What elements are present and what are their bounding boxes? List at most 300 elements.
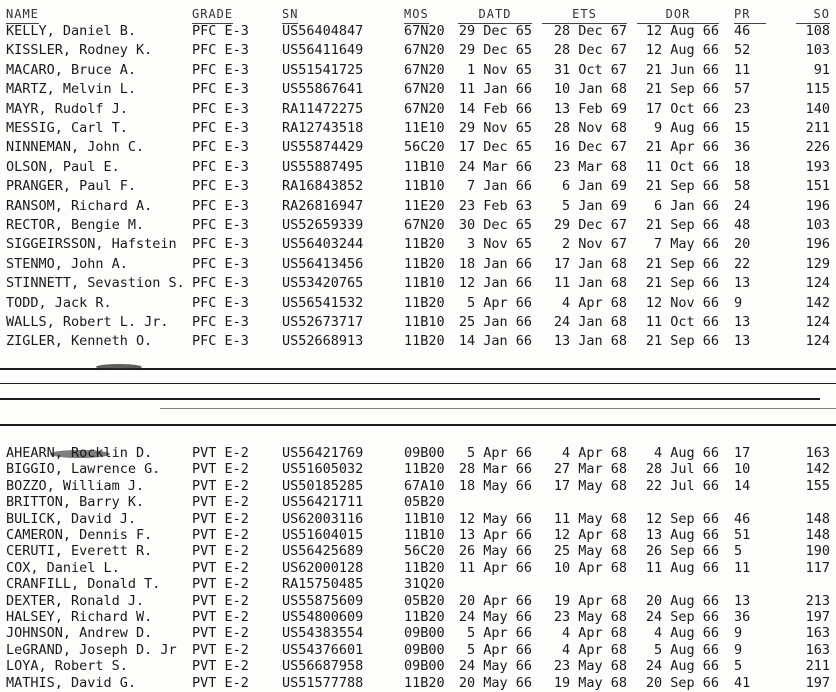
cell-dor: 21 Jun 66 <box>645 61 719 78</box>
table-row <box>0 641 836 659</box>
cell-dor: 11 Oct 66 <box>645 314 719 330</box>
table-row <box>0 80 836 98</box>
cell-name: HALSEY, Richard W. <box>6 609 153 625</box>
cell-grade: PVT E-2 <box>192 461 249 478</box>
cell-so: 129 <box>805 255 830 272</box>
cell-sn: US55874429 <box>282 139 364 156</box>
cell-dd: 5 Apr 66 <box>466 294 532 311</box>
cell-dd: 14 Jan 66 <box>458 333 532 350</box>
cell-name: DEXTER, Ronald J. <box>6 592 145 609</box>
cell-dor: 24 Aug 66 <box>645 658 719 675</box>
cell-so: 115 <box>805 81 830 98</box>
cell-mos: 05B20 <box>404 494 445 511</box>
cell-grade: PFC E-3 <box>192 294 249 311</box>
cell-ets: 17 May 68 <box>553 477 627 494</box>
cell-so: 148 <box>805 527 830 543</box>
table-row <box>0 119 836 137</box>
cell-pr: 9 <box>734 625 743 642</box>
cell-pr: 11 <box>734 559 751 576</box>
cell-pr: 11 <box>734 61 751 78</box>
cell-dd: 5 Apr 66 <box>466 641 532 658</box>
cell-dd: 24 May 66 <box>458 609 532 625</box>
table-row <box>0 22 836 40</box>
cell-mos: 67N20 <box>404 100 445 117</box>
cell-name: BOZZO, William J. <box>6 477 145 494</box>
cell-sn: US56404847 <box>282 23 364 39</box>
cell-so: 103 <box>805 217 830 233</box>
cell-so: 213 <box>805 592 830 609</box>
cell-pr: 46 <box>734 510 751 527</box>
table-row <box>0 138 836 156</box>
cell-pr: 36 <box>734 139 751 156</box>
cell-dd: 5 Apr 66 <box>466 625 532 642</box>
cell-grade: PVT E-2 <box>192 445 249 461</box>
cell-sn: US51604015 <box>282 527 364 543</box>
cell-dor: 11 Aug 66 <box>645 559 719 576</box>
cell-ets: 10 Jan 68 <box>553 81 627 98</box>
cell-name: MARTZ, Melvin L. <box>6 81 137 98</box>
cell-dor: 12 Aug 66 <box>645 23 719 39</box>
cell-mos: 09B00 <box>404 658 445 675</box>
cell-so: 163 <box>805 641 830 658</box>
cell-mos: 11E20 <box>404 197 445 214</box>
cell-so: 211 <box>805 120 830 136</box>
cell-name: JOHNSON, Andrew D. <box>6 625 153 642</box>
cell-dd: 7 Jan 66 <box>466 178 532 195</box>
cell-mos: 11B20 <box>404 255 445 272</box>
cell-dd: 20 May 66 <box>458 674 532 691</box>
cell-dor: 21 Sep 66 <box>645 333 719 350</box>
table-row <box>0 274 836 292</box>
cell-grade: PVT E-2 <box>192 625 249 642</box>
cell-mos: 11E10 <box>404 120 445 136</box>
cell-ets: 10 Apr 68 <box>553 559 627 576</box>
cell-pr: 24 <box>734 197 751 214</box>
cell-name: LOYA, Robert S. <box>6 658 128 675</box>
cell-sn: US56541532 <box>282 294 364 311</box>
cell-grade: PVT E-2 <box>192 576 249 593</box>
cell-sn: US53420765 <box>282 275 364 292</box>
cell-dd: 11 Apr 66 <box>458 559 532 576</box>
cell-pr: 10 <box>734 461 751 478</box>
cell-mos: 11B10 <box>404 510 445 527</box>
cell-mos: 11B20 <box>404 461 445 478</box>
cell-pr: 23 <box>734 100 751 117</box>
header-mos: MOS <box>404 5 429 24</box>
cell-sn: US51577788 <box>282 674 364 691</box>
cell-ets: 31 Oct 67 <box>553 61 627 78</box>
cell-pr: 17 <box>734 445 751 461</box>
cell-dor: 21 Sep 66 <box>645 255 719 272</box>
cell-sn: RA26816947 <box>282 197 364 214</box>
cell-grade: PFC E-3 <box>192 314 249 330</box>
cell-ets: 28 Nov 68 <box>553 120 627 136</box>
cell-name: NINNEMAN, John C. <box>6 139 145 156</box>
table-row <box>0 542 836 560</box>
cell-pr: 5 <box>734 543 743 560</box>
ink-smudge <box>96 364 142 370</box>
cell-sn: RA11472275 <box>282 100 364 117</box>
table-row <box>0 526 836 544</box>
cell-so: 124 <box>805 314 830 330</box>
cell-dor: 13 Aug 66 <box>645 527 719 543</box>
cell-mos: 67N20 <box>404 42 445 59</box>
cell-so: 142 <box>805 294 830 311</box>
cell-grade: PVT E-2 <box>192 477 249 494</box>
cell-sn: US52659339 <box>282 217 364 233</box>
cell-ets: 4 Apr 68 <box>561 294 627 311</box>
table-row <box>0 235 836 253</box>
divider-line <box>0 398 820 400</box>
cell-grade: PVT E-2 <box>192 559 249 576</box>
cell-name: KELLY, Daniel B. <box>6 23 137 39</box>
cell-dor: 11 Oct 66 <box>645 158 719 175</box>
cell-dor: 21 Sep 66 <box>645 275 719 292</box>
cell-grade: PVT E-2 <box>192 543 249 560</box>
table-row <box>0 510 836 528</box>
cell-name: COX, Daniel L. <box>6 559 120 576</box>
cell-pr: 13 <box>734 333 751 350</box>
cell-grade: PVT E-2 <box>192 527 249 543</box>
cell-grade: PFC E-3 <box>192 236 249 253</box>
cell-sn: US55875609 <box>282 592 364 609</box>
cell-name: SIGGEIRSSON, Hafstein <box>6 236 177 253</box>
cell-dor: 12 Nov 66 <box>645 294 719 311</box>
cell-ets: 19 May 68 <box>553 674 627 691</box>
cell-grade: PFC E-3 <box>192 81 249 98</box>
cell-mos: 11B20 <box>404 294 445 311</box>
cell-dd: 12 Jan 66 <box>458 275 532 292</box>
cell-ets: 11 May 68 <box>553 510 627 527</box>
cell-so: 124 <box>805 275 830 292</box>
table-row <box>0 255 836 273</box>
cell-dor: 7 May 66 <box>653 236 719 253</box>
cell-mos: 11B10 <box>404 527 445 543</box>
table-row <box>0 444 836 462</box>
cell-name: PRANGER, Paul F. <box>6 178 137 195</box>
cell-sn: US54376601 <box>282 641 364 658</box>
table-row <box>0 624 836 642</box>
cell-name: CERUTI, Everett R. <box>6 543 153 560</box>
cell-so: 211 <box>805 658 830 675</box>
cell-grade: PFC E-3 <box>192 100 249 117</box>
cell-so: 155 <box>805 477 830 494</box>
cell-grade: PFC E-3 <box>192 255 249 272</box>
header-sn: SN <box>282 5 298 24</box>
cell-mos: 11B20 <box>404 333 445 350</box>
table-row <box>0 559 836 577</box>
cell-mos: 67A10 <box>404 477 445 494</box>
header-so: SO <box>796 5 830 24</box>
cell-grade: PFC E-3 <box>192 61 249 78</box>
cell-dd: 12 May 66 <box>458 510 532 527</box>
cell-sn: RA16843852 <box>282 178 364 195</box>
cell-dd: 24 May 66 <box>458 658 532 675</box>
cell-grade: PFC E-3 <box>192 178 249 195</box>
cell-ets: 23 Mar 68 <box>553 158 627 175</box>
table-row <box>0 657 836 675</box>
cell-name: BIGGIO, Lawrence G. <box>6 461 161 478</box>
cell-dor: 21 Sep 66 <box>645 81 719 98</box>
cell-mos: 56C20 <box>404 543 445 560</box>
cell-sn: US62000128 <box>282 559 364 576</box>
cell-sn: US51541725 <box>282 61 364 78</box>
cell-pr: 58 <box>734 178 751 195</box>
cell-dor: 28 Jul 66 <box>645 461 719 478</box>
cell-mos: 11B10 <box>404 275 445 292</box>
cell-ets: 19 Apr 68 <box>553 592 627 609</box>
cell-sn: US56425689 <box>282 543 364 560</box>
cell-sn: US62003116 <box>282 510 364 527</box>
cell-dd: 29 Dec 65 <box>458 23 532 39</box>
cell-name: BRITTON, Barry K. <box>6 494 145 511</box>
header-ets: ETS <box>542 5 627 24</box>
cell-name: STINNETT, Sevastion S. <box>6 275 185 292</box>
cell-grade: PFC E-3 <box>192 23 249 39</box>
table-row <box>0 332 836 350</box>
cell-dor: 4 Aug 66 <box>653 445 719 461</box>
cell-grade: PFC E-3 <box>192 333 249 350</box>
cell-sn: RA12743518 <box>282 120 364 136</box>
cell-so: 151 <box>805 178 830 195</box>
cell-mos: 31Q20 <box>404 576 445 593</box>
cell-pr: 41 <box>734 674 751 691</box>
cell-name: STENMO, John A. <box>6 255 128 272</box>
cell-dd: 26 May 66 <box>458 543 532 560</box>
cell-sn: US50185285 <box>282 477 364 494</box>
table-row <box>0 575 836 593</box>
cell-dd: 28 Mar 66 <box>458 461 532 478</box>
cell-sn: US52668913 <box>282 333 364 350</box>
cell-dd: 30 Dec 65 <box>458 217 532 233</box>
cell-ets: 11 Jan 68 <box>553 275 627 292</box>
cell-name: OLSON, Paul E. <box>6 158 120 175</box>
cell-grade: PFC E-3 <box>192 217 249 233</box>
cell-ets: 24 Jan 68 <box>553 314 627 330</box>
table-row <box>0 608 836 626</box>
table-row <box>0 592 836 610</box>
table-row <box>0 100 836 118</box>
cell-pr: 9 <box>734 294 743 311</box>
cell-grade: PVT E-2 <box>192 674 249 691</box>
cell-name: RANSOM, Richard A. <box>6 197 153 214</box>
cell-sn: US56403244 <box>282 236 364 253</box>
cell-ets: 28 Dec 67 <box>553 23 627 39</box>
cell-dd: 29 Nov 65 <box>458 120 532 136</box>
cell-so: 196 <box>805 197 830 214</box>
divider-line <box>0 383 836 384</box>
cell-pr: 15 <box>734 120 751 136</box>
header-grade: GRADE <box>192 5 233 24</box>
header-dd: DATD <box>458 5 532 24</box>
cell-name: MESSIG, Carl T. <box>6 120 128 136</box>
table-row <box>0 313 836 331</box>
cell-mos: 67N20 <box>404 23 445 39</box>
cell-dd: 11 Jan 66 <box>458 81 532 98</box>
cell-name: WALLS, Robert L. Jr. <box>6 314 169 330</box>
cell-pr: 51 <box>734 527 751 543</box>
cell-dd: 17 Dec 65 <box>458 139 532 156</box>
cell-mos: 56C20 <box>404 139 445 156</box>
cell-name: CRANFILL, Donald T. <box>6 576 161 593</box>
cell-dor: 26 Sep 66 <box>645 543 719 560</box>
cell-dor: 21 Apr 66 <box>645 139 719 156</box>
cell-so: 163 <box>805 445 830 461</box>
cell-pr: 48 <box>734 217 751 233</box>
cell-so: 103 <box>805 42 830 59</box>
cell-dor: 20 Sep 66 <box>645 674 719 691</box>
table-row <box>0 197 836 215</box>
cell-so: 196 <box>805 236 830 253</box>
table-row <box>0 177 836 195</box>
cell-dd: 13 Apr 66 <box>458 527 532 543</box>
cell-so: 142 <box>805 461 830 478</box>
cell-dor: 20 Aug 66 <box>645 592 719 609</box>
cell-grade: PFC E-3 <box>192 139 249 156</box>
cell-grade: PVT E-2 <box>192 641 249 658</box>
cell-sn: US56421769 <box>282 445 364 461</box>
cell-ets: 16 Dec 67 <box>553 139 627 156</box>
divider-line <box>0 424 836 426</box>
cell-dor: 9 Aug 66 <box>653 120 719 136</box>
cell-mos: 09B00 <box>404 641 445 658</box>
cell-pr: 46 <box>734 23 751 39</box>
cell-pr: 36 <box>734 609 751 625</box>
cell-name: TODD, Jack R. <box>6 294 112 311</box>
cell-pr: 52 <box>734 42 751 59</box>
cell-grade: PVT E-2 <box>192 494 249 511</box>
cell-grade: PVT E-2 <box>192 609 249 625</box>
cell-name: KISSLER, Rodney K. <box>6 42 153 59</box>
cell-pr: 18 <box>734 158 751 175</box>
cell-dor: 21 Sep 66 <box>645 178 719 195</box>
cell-ets: 25 May 68 <box>553 543 627 560</box>
cell-ets: 4 Apr 68 <box>561 445 627 461</box>
cell-dd: 29 Dec 65 <box>458 42 532 59</box>
cell-name: MATHIS, David G. <box>6 674 137 691</box>
cell-so: 197 <box>805 609 830 625</box>
cell-sn: US54800609 <box>282 609 364 625</box>
cell-mos: 11B20 <box>404 559 445 576</box>
cell-grade: PFC E-3 <box>192 197 249 214</box>
cell-pr: 22 <box>734 255 751 272</box>
cell-pr: 13 <box>734 314 751 330</box>
cell-ets: 4 Apr 68 <box>561 641 627 658</box>
cell-pr: 14 <box>734 477 751 494</box>
cell-name: MAYR, Rudolf J. <box>6 100 128 117</box>
column-header-row <box>0 5 836 23</box>
cell-dor: 5 Aug 66 <box>653 641 719 658</box>
cell-ets: 29 Dec 67 <box>553 217 627 233</box>
cell-so: 91 <box>813 61 830 78</box>
header-dor: DOR <box>637 5 719 24</box>
cell-dor: 24 Sep 66 <box>645 609 719 625</box>
cell-sn: US56411649 <box>282 42 364 59</box>
cell-ets: 28 Dec 67 <box>553 42 627 59</box>
cell-ets: 12 Apr 68 <box>553 527 627 543</box>
table-row <box>0 158 836 176</box>
cell-pr: 57 <box>734 81 751 98</box>
cell-ets: 5 Jan 69 <box>561 197 627 214</box>
cell-ets: 23 May 68 <box>553 658 627 675</box>
cell-dd: 20 Apr 66 <box>458 592 532 609</box>
cell-grade: PVT E-2 <box>192 658 249 675</box>
cell-dor: 12 Aug 66 <box>645 42 719 59</box>
cell-dd: 25 Jan 66 <box>458 314 532 330</box>
cell-name: RECTOR, Bengie M. <box>6 217 145 233</box>
cell-so: 190 <box>805 543 830 560</box>
cell-dd: 14 Feb 66 <box>458 100 532 117</box>
cell-mos: 05B20 <box>404 592 445 609</box>
cell-dor: 22 Jul 66 <box>645 477 719 494</box>
cell-so: 148 <box>805 510 830 527</box>
cell-ets: 4 Apr 68 <box>561 625 627 642</box>
cell-dd: 3 Nov 65 <box>466 236 532 253</box>
table-row <box>0 460 836 478</box>
cell-sn: US56421711 <box>282 494 364 511</box>
cell-mos: 11B10 <box>404 158 445 175</box>
cell-name: CAMERON, Dennis F. <box>6 527 153 543</box>
cell-mos: 11B10 <box>404 314 445 330</box>
cell-so: 140 <box>805 100 830 117</box>
cell-sn: US52673717 <box>282 314 364 330</box>
cell-sn: US55887495 <box>282 158 364 175</box>
cell-dd: 18 Jan 66 <box>458 255 532 272</box>
cell-ets: 2 Nov 67 <box>561 236 627 253</box>
table-row <box>0 294 836 312</box>
cell-so: 193 <box>805 158 830 175</box>
cell-so: 226 <box>805 139 830 156</box>
cell-dor: 6 Jan 66 <box>653 197 719 214</box>
table-row <box>0 41 836 59</box>
cell-so: 108 <box>805 23 830 39</box>
cell-ets: 13 Feb 69 <box>553 100 627 117</box>
table-row <box>0 216 836 234</box>
cell-ets: 6 Jan 69 <box>561 178 627 195</box>
cell-mos: 11B10 <box>404 178 445 195</box>
cell-mos: 67N20 <box>404 61 445 78</box>
cell-sn: US51605032 <box>282 461 364 478</box>
cell-dd: 18 May 66 <box>458 477 532 494</box>
cell-mos: 67N20 <box>404 81 445 98</box>
table-row <box>0 674 836 692</box>
cell-dor: 4 Aug 66 <box>653 625 719 642</box>
cell-dd: 23 Feb 63 <box>458 197 532 214</box>
cell-mos: 09B00 <box>404 445 445 461</box>
divider-line <box>160 408 836 409</box>
cell-mos: 67N20 <box>404 217 445 233</box>
cell-dor: 21 Sep 66 <box>645 217 719 233</box>
cell-name: MACARO, Bruce A. <box>6 61 137 78</box>
cell-sn: US56413456 <box>282 255 364 272</box>
cell-ets: 13 Jan 68 <box>553 333 627 350</box>
cell-so: 197 <box>805 674 830 691</box>
cell-sn: US54383554 <box>282 625 364 642</box>
cell-pr: 9 <box>734 641 743 658</box>
cell-mos: 11B20 <box>404 609 445 625</box>
cell-ets: 27 Mar 68 <box>553 461 627 478</box>
cell-ets: 17 Jan 68 <box>553 255 627 272</box>
cell-grade: PFC E-3 <box>192 42 249 59</box>
cell-sn: US55867641 <box>282 81 364 98</box>
header-name: NAME <box>6 5 39 24</box>
cell-dd: 1 Nov 65 <box>466 61 532 78</box>
cell-so: 124 <box>805 333 830 350</box>
cell-dd: 5 Apr 66 <box>466 445 532 461</box>
cell-so: 117 <box>805 559 830 576</box>
table-row <box>0 61 836 79</box>
cell-dd: 24 Mar 66 <box>458 158 532 175</box>
